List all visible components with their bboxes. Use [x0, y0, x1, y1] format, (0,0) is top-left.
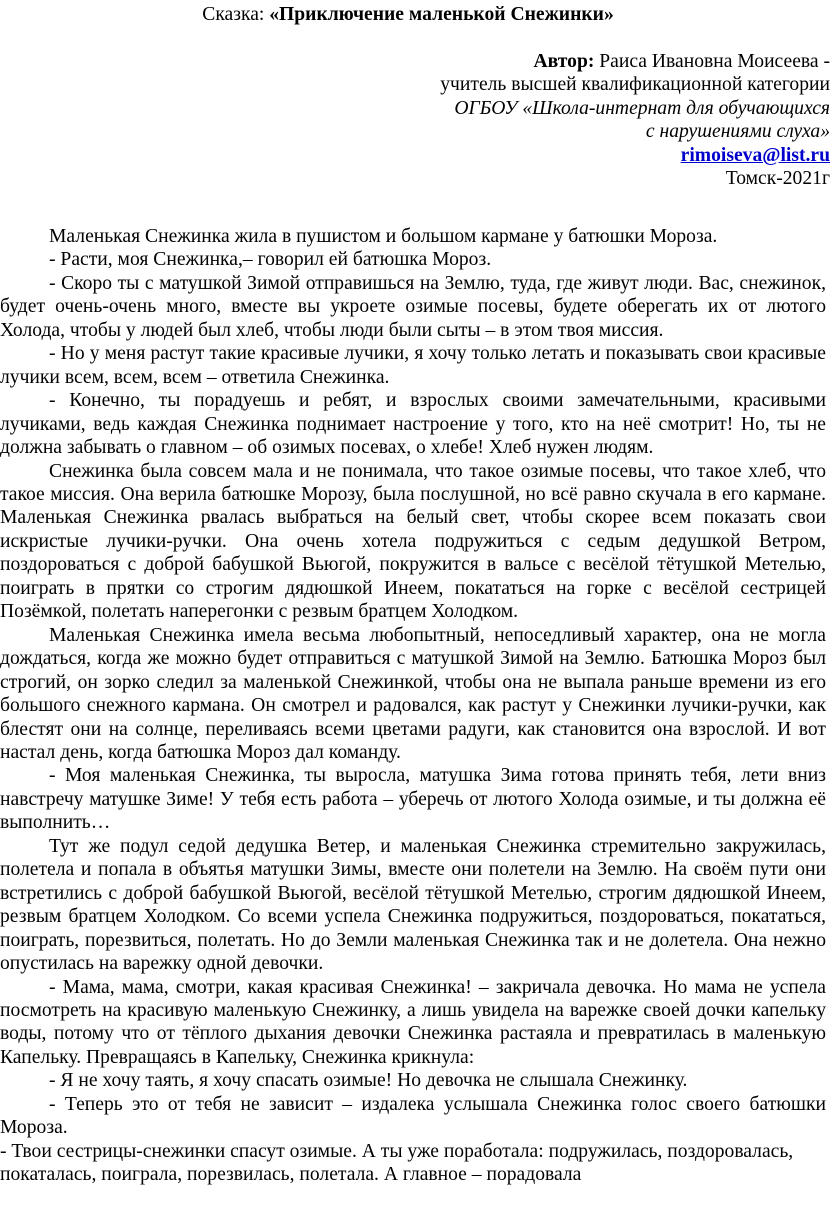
story-body	[0, 225, 826, 1187]
story-paragraph: Тут же подул седой дедушка Ветер, и маленькая Снежинка стремительно закружилась, полетела и попала в объятья матушки Зимы, вместе они полетели на Землю. На своём пути они встретились с доброй бабушкой Вьюгой, весёлой тётушкой Метелью, строгим дядюшкой Инеем, резвым братцем Холодком. Со всеми успела Снежинка подружиться, поздороваться, покататься, поиграть, порезвиться, полетать. Но до Земли маленькая Снежинка так и не долетела. Она нежно опустилась на варежку одной девочки.	[0, 835, 826, 975]
story-paragraph: Маленькая Снежинка имела весьма любопытный, непоседливый характер, она не могла дождаться, когда же можно будет отправиться с матушкой Зимой на Землю. Батюшка Мороз был строгий, он зорко следил за маленькой Снежинкой, чтобы она не выпала раньше времени из его большого снежного кармана. Он смотрел и радовался, как растут у Снежинки лучики-ручки, как блестят они на солнце, переливаясь всеми цветами радуги, как становится она взрослой. И вот настал день, когда батюшка Мороз дал команду.	[0, 624, 826, 763]
story-paragraph: - Скоро ты с матушкой Зимой отправишься на Землю, туда, где живут люди. Вас, снежинок, будет очень-очень много, вместе вы укроете озимые посевы, будете оберегать их от лютого Холода, чтобы у людей был хлеб, чтобы люди были сыты – в этом твоя миссия.	[0, 272, 826, 341]
author-label: Автор:	[533, 51, 595, 72]
story-paragraph: Снежинка была совсем мала и не понимала, что такое озимые посевы, что такое хлеб, что такое миссия. Она верила батюшке Морозу, была послушной, но всё равно скучала в его кармане. Маленькая Снежинка рвалась выбраться на белый свет, чтобы скорее всем показать свои искристые лучики-ручки. Она очень хотела подружиться с седым дедушкой Ветром, поздороваться с доброй бабушкой Вьюгой, покружится в вальсе с весёлой тётушкой Метелью, поиграть в прятки со строгим дядюшкой Инеем, покататься на горке с весёлой сестрицей Позёмкой, полетать наперегонки с резвым братцем Холодком.	[0, 460, 826, 623]
school-line-2: с нарушениями слуха»	[645, 121, 830, 143]
story-paragraph: - Твои сестрицы-снежинки спасут озимые. А ты уже поработала: подружилась, поздоровалась, покаталась, поиграла, порезвилась, полетала. А главное – порадовала	[0, 1140, 794, 1186]
story-title: «Приключение маленькой Снежинки»	[269, 4, 614, 25]
author-name: Раиса Ивановна Моисеева -	[594, 51, 830, 72]
email-link[interactable]: rimoiseva@list.ru	[680, 144, 830, 166]
school-line-1: ОГБОУ «Школа-интернат для обучающихся	[454, 97, 830, 119]
author-block	[440, 50, 830, 191]
title-prefix: Сказка:	[202, 4, 270, 25]
story-paragraph: - Теперь это от тебя не зависит – издалека услышала Снежинка голос своего батюшки Мороза.	[0, 1093, 826, 1139]
story-paragraph: - Мама, мама, смотри, какая красивая Снежинка! – закричала девочка. Но мама не успела посмотреть на красивую маленькую Снежинку, а лишь увидела на варежке своей дочки капельку воды, потому что от тёплого дыхания девочки Снежинка растаяла и превратилась в маленькую Капельку. Превращаясь в Капельку, Снежинка крикнула:	[0, 976, 826, 1068]
page-title	[0, 3, 816, 26]
author-name-line	[440, 50, 830, 73]
author-position: учитель высшей квалификационной категории	[440, 74, 830, 96]
email-line	[440, 144, 830, 167]
story-paragraph: - Расти, моя Снежинка,– говорил ей батюшка Мороз.	[49, 249, 492, 271]
place-year: Томск-2021г	[725, 168, 830, 190]
story-paragraph: - Я не хочу таять, я хочу спасать озимые! Но девочка не слышала Снежинку.	[49, 1070, 688, 1092]
story-paragraph: - Моя маленькая Снежинка, ты выросла, матушка Зима готова принять тебя, лети вниз навстречу матушке Зиме! У тебя есть работа – уберечь от лютого Холода озимые, и ты должна её выполнить…	[0, 765, 826, 834]
story-paragraph: Маленькая Снежинка жила в пушистом и большом кармане у батюшки Мороза.	[49, 226, 718, 247]
story-paragraph: - Конечно, ты порадуешь и ребят, и взрослых своими замечательными, красивыми лучиками, ведь каждая Снежинка поднимает настроение у того, кто на неё смотрит! Но, ты не должна забывать о главном – об озимых посевах, о хлебе! Хлеб нужен людям.	[0, 390, 826, 459]
story-paragraph: - Но у меня растут такие красивые лучики, я хочу только летать и показывать свои красивые лучики всем, всем, всем – ответила Снежинка.	[0, 343, 826, 388]
